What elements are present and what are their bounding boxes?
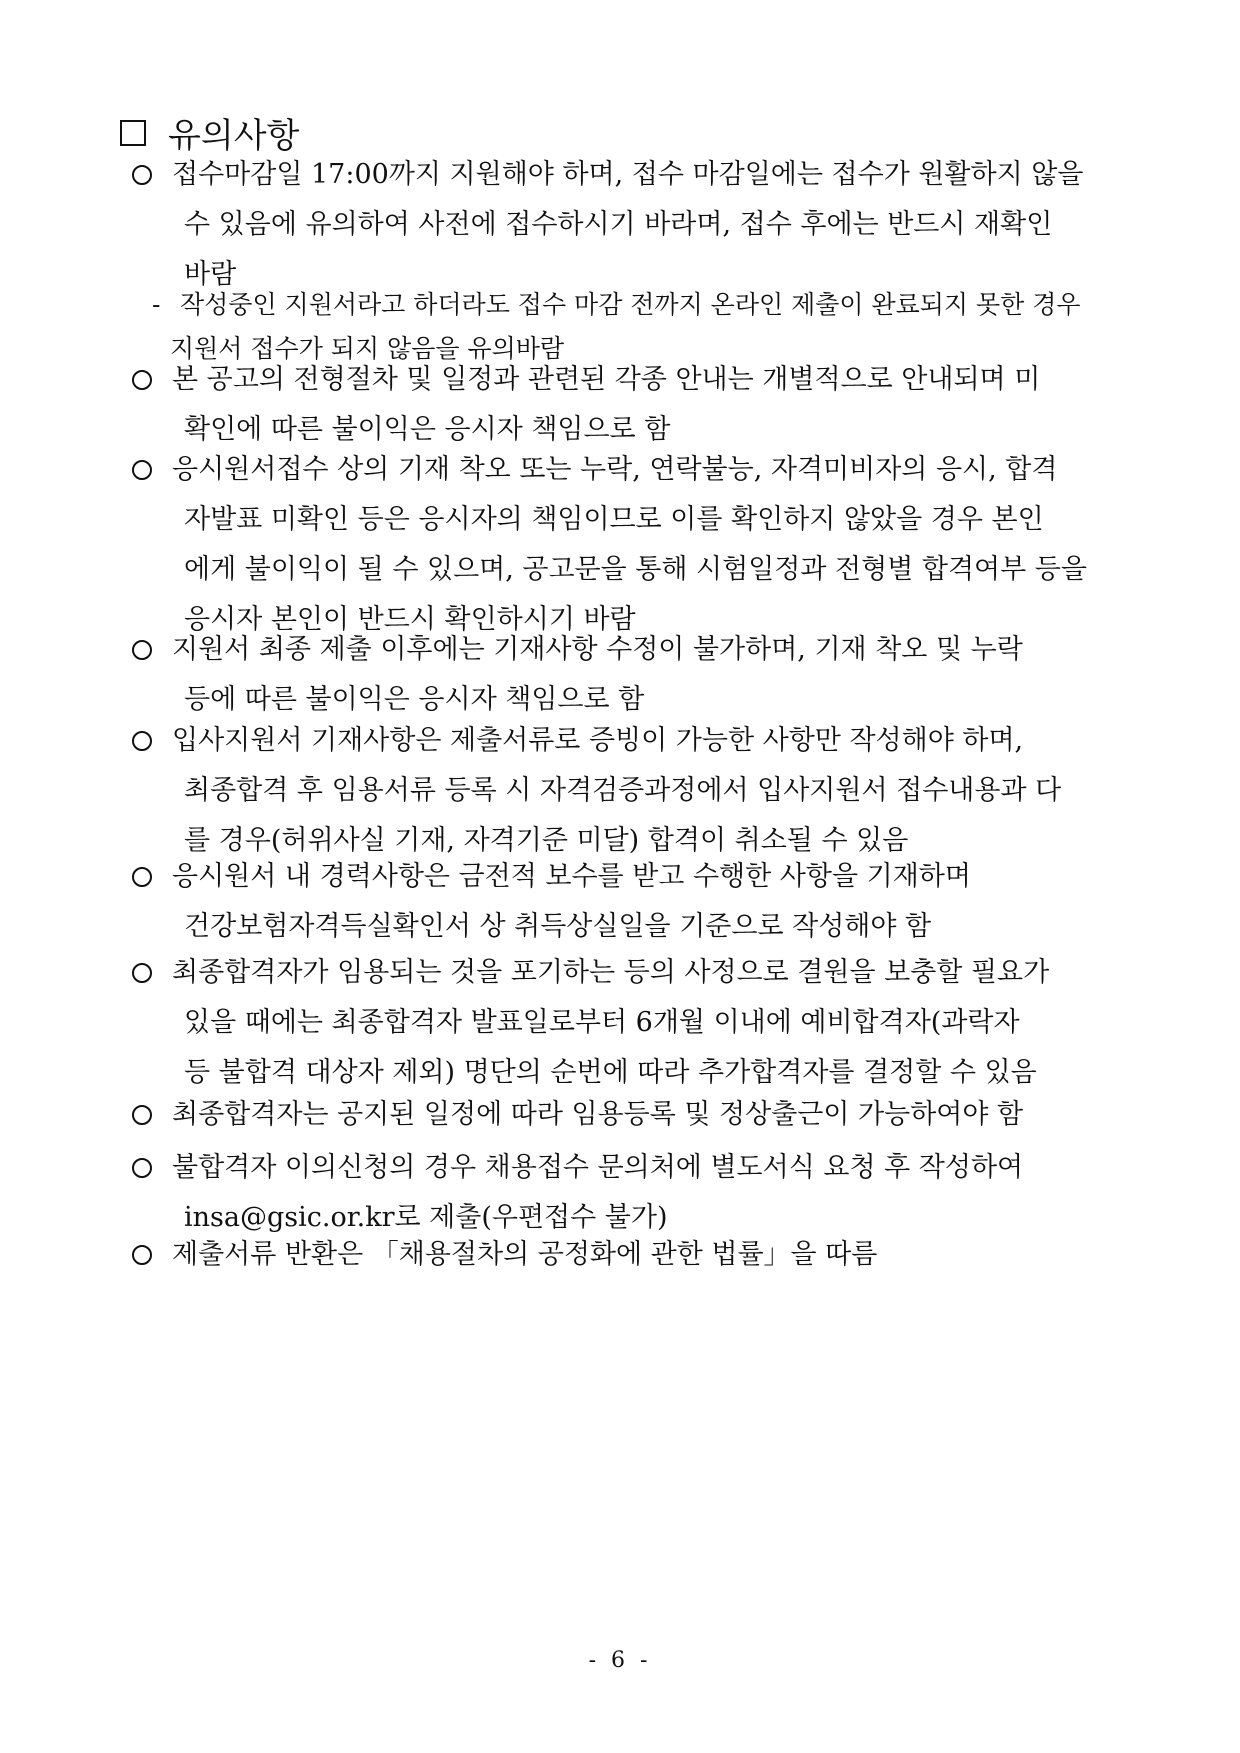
notice-item — [132, 625, 1112, 725]
notice-item — [132, 355, 1112, 455]
notice-line: 지원서 최종 제출 이후에는 기재사항 수정이 불가하며, 기재 착오 및 누락 — [172, 634, 1023, 665]
notice-item — [132, 716, 1112, 866]
circle-bullet-icon — [132, 1158, 152, 1178]
notice-item — [132, 445, 1112, 645]
notice-item — [132, 1090, 1112, 1140]
notice-line: 접수마감일 17:00까지 지원해야 하며, 접수 마감일에는 접수가 원활하지 않을 — [172, 159, 1084, 190]
notice-line: 자발표 미확인 등은 응시자의 책임이므로 이를 확인하지 않았을 경우 본인 — [184, 504, 1044, 535]
notice-line: 응시원서 내 경력사항은 금전적 보수를 받고 수행한 사항을 기재하며 — [172, 861, 971, 892]
circle-bullet-icon — [132, 370, 152, 390]
notice-line: 최종합격자는 공지된 일정에 따라 임용등록 및 정상출근이 가능하여야 함 — [172, 1099, 1024, 1130]
circle-bullet-icon — [132, 460, 152, 480]
circle-bullet-icon — [132, 731, 152, 751]
notice-line: 최종합격 후 임용서류 등록 시 자격검증과정에서 입사지원서 접수내용과 다 — [184, 775, 1062, 806]
circle-bullet-icon — [132, 1245, 152, 1265]
notice-line: 제출서류 반환은 「채용절차의 공정화에 관한 법률」을 따름 — [172, 1239, 878, 1270]
notice-line: 응시원서접수 상의 기재 착오 또는 누락, 연락불능, 자격미비자의 응시, 합격 — [172, 454, 1058, 485]
notice-item — [132, 1143, 1112, 1243]
notice-line: 등에 따른 불이익은 응시자 책임으로 함 — [184, 684, 645, 715]
notice-line: 응시자 본인이 반드시 확인하시기 바람 — [184, 604, 636, 635]
notice-item — [132, 852, 1112, 952]
notice-line: 최종합격자가 임용되는 것을 포기하는 등의 사정으로 결원을 보충할 필요가 — [172, 957, 1050, 988]
circle-bullet-icon — [132, 963, 152, 983]
notice-line: 를 경우(허위사실 기재, 자격기준 미달) 합격이 취소될 수 있음 — [184, 825, 909, 856]
circle-bullet-icon — [132, 640, 152, 660]
square-bullet-icon — [120, 120, 146, 146]
sub-note-line: 작성중인 지원서라고 하더라도 접수 마감 전까지 온라인 제출이 완료되지 못한 경우 — [180, 290, 1081, 319]
notice-line: 있을 때에는 최종합격자 발표일로부터 6개월 이내에 예비합격자(과락자 — [184, 1007, 1020, 1038]
notice-line: 등 불합격 대상자 제외) 명단의 순번에 따라 추가합격자를 결정할 수 있음 — [184, 1057, 1037, 1088]
notice-line: 바람 — [184, 259, 237, 290]
notice-line: 수 있음에 유의하여 사전에 접수하시기 바라며, 접수 후에는 반드시 재확인 — [184, 209, 1053, 240]
dash-bullet: - — [152, 290, 161, 319]
notice-line: 입사지원서 기재사항은 제출서류로 증빙이 가능한 사항만 작성해야 하며, — [172, 725, 1024, 756]
notice-line: 건강보험자격득실확인서 상 취득상실일을 기준으로 작성해야 함 — [184, 911, 932, 942]
notice-item — [132, 948, 1112, 1098]
section-title: 유의사항 — [168, 116, 300, 156]
circle-bullet-icon — [132, 165, 152, 185]
notice-line: 확인에 따른 불이익은 응시자 책임으로 함 — [184, 414, 671, 445]
notice-line: insa@gsic.or.kr로 제출(우편접수 불가) — [184, 1202, 668, 1233]
circle-bullet-icon — [132, 1105, 152, 1125]
notice-item — [132, 150, 1112, 300]
page-number: - 6 - — [588, 1648, 652, 1673]
circle-bullet-icon — [132, 867, 152, 887]
notice-line: 불합격자 이의신청의 경우 채용접수 문의처에 별도서식 요청 후 작성하여 — [172, 1152, 1024, 1183]
sub-note-line: 지원서 접수가 되지 않음을 유의바람 — [170, 334, 565, 363]
notice-line: 에게 불이익이 될 수 있으며, 공고문을 통해 시험일정과 전형별 합격여부 등을 — [184, 554, 1087, 585]
notice-item — [132, 1230, 1112, 1280]
notice-line: 본 공고의 전형절차 및 일정과 관련된 각종 안내는 개별적으로 안내되며 미 — [172, 364, 1041, 395]
